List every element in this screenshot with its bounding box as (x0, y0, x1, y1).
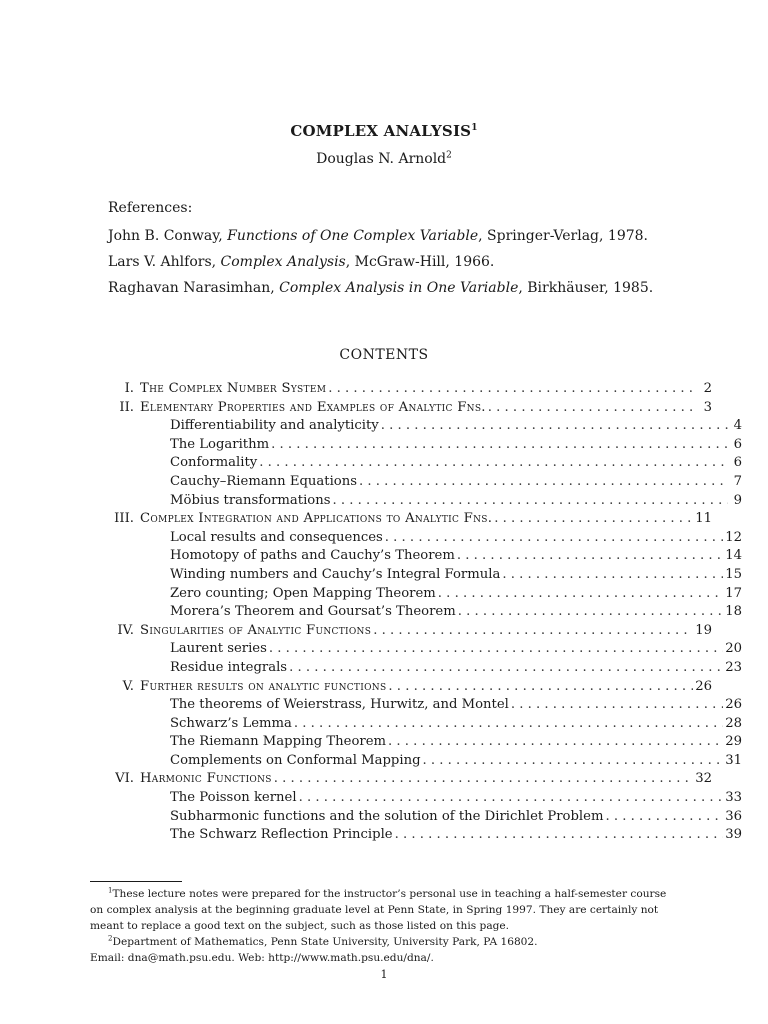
toc-leader-dots (259, 454, 728, 473)
toc-chapter-number: II. (119, 399, 134, 415)
footnote-rule (90, 881, 182, 882)
toc-section-row (108, 547, 742, 566)
reference-item: John B. Conway, Functions of One Complex Variable, Springer-Verlag, 1978. (108, 228, 648, 244)
toc-chapter-title: Harmonic Functions (140, 771, 272, 787)
toc-page-number: 7 (733, 473, 742, 489)
reference-item: Raghavan Narasimhan, Complex Analysis in One Variable, Birkhäuser, 1985. (108, 280, 654, 296)
toc-leader-dots (269, 640, 723, 659)
toc-page-number: 2 (703, 381, 712, 396)
toc-page-number: 3 (703, 399, 712, 415)
toc-leader-dots (488, 399, 698, 418)
toc-section-row (108, 603, 742, 622)
toc-section-row (108, 733, 742, 752)
toc-page-number: 19 (695, 622, 712, 638)
toc-chapter-row (108, 399, 712, 418)
toc-section-row (108, 752, 742, 771)
toc-leader-dots (385, 529, 723, 548)
toc-section-title: Conformality (170, 455, 258, 471)
toc-leader-dots (333, 492, 729, 511)
toc-page-number: 26 (695, 678, 712, 694)
toc-chapter-title: Singularities of Analytic Functions (140, 622, 372, 638)
toc-chapter-row (108, 678, 712, 697)
toc-chapter-number: IV. (117, 622, 134, 638)
footnotes (90, 886, 680, 966)
toc-section-title: Schwarz’s Lemma (170, 715, 292, 731)
toc-section-row (108, 436, 742, 455)
toc-chapter-number: I. (124, 381, 134, 396)
toc-chapter-number: V. (122, 678, 134, 694)
footnote-2-contact: Email: dna@math.psu.edu. Web: http://www.math.psu.edu/dna/. (90, 952, 434, 964)
toc-page-number: 15 (725, 566, 742, 582)
toc-page-number: 33 (725, 790, 742, 806)
toc-page-number: 6 (733, 436, 742, 452)
toc-chapter-row (108, 622, 712, 641)
toc-section-row (108, 808, 742, 827)
toc-section-title: The Riemann Mapping Theorem (170, 734, 387, 750)
toc-section-row (108, 696, 742, 715)
toc-leader-dots (494, 510, 693, 529)
toc-section-title: Cauchy–Riemann Equations (170, 473, 358, 489)
toc-chapter-title: Complex Integration and Applications to Analytic Fns. (140, 511, 493, 527)
footnote-1: $^1$These lecture notes were prepared for the instructor’s personal use in teaching a half-semester course on complex analysis at the beginning graduate level at Penn State, in Spring 1997. They are certainly not meant to replace a good text on the subject, such as those listed on this page. (90, 886, 667, 932)
toc-page-number: 18 (725, 604, 742, 620)
toc-leader-dots (289, 659, 723, 678)
toc-section-title: The Schwarz Reflection Principle (170, 827, 393, 843)
toc-page-number: 6 (733, 455, 742, 471)
toc-section-title: Local results and consequences (170, 529, 383, 545)
toc-section-title: The Logarithm (170, 436, 270, 452)
toc-section-title: Laurent series (170, 641, 267, 657)
page-number: 1 (380, 968, 388, 981)
footnote-2: $^2$Department of Mathematics, Penn State University, University Park, PA 16802. (108, 934, 538, 948)
toc-chapter-title: Elementary Properties and Examples of Analytic Fns. (140, 399, 486, 415)
toc-chapter-title: Further results on analytic functions (140, 678, 387, 694)
toc-page-number: 14 (725, 548, 742, 564)
toc-section-title: Subharmonic functions and the solution of the Dirichlet Problem (170, 808, 604, 824)
toc-chapter-row (108, 770, 712, 789)
author-footnote-mark: 2 (446, 150, 452, 161)
toc-page-number: 31 (725, 752, 742, 768)
toc-page-number: 29 (725, 734, 742, 750)
toc-section-row (108, 417, 742, 436)
toc-leader-dots (294, 715, 723, 734)
toc-leader-dots (502, 566, 723, 585)
toc-leader-dots (381, 417, 728, 436)
toc-section-title: Homotopy of paths and Cauchy’s Theorem (170, 548, 455, 564)
toc-page-number: 36 (725, 808, 742, 824)
toc-page-number: 28 (725, 715, 742, 731)
toc-leader-dots (328, 380, 698, 399)
toc-leader-dots (373, 622, 693, 641)
toc-page-number: 12 (725, 529, 742, 545)
reference-item: Lars V. Ahlfors, Complex Analysis, McGraw-Hill, 1966. (108, 254, 495, 270)
toc-leader-dots (438, 585, 723, 604)
toc-page-number: 20 (725, 641, 742, 657)
toc-section-title: Morera’s Theorem and Goursat’s Theorem (170, 604, 456, 620)
table-of-contents (108, 380, 742, 845)
toc-page-number: 17 (725, 585, 742, 601)
toc-chapter-number: III. (114, 511, 134, 527)
toc-leader-dots (388, 678, 693, 697)
document-title: COMPLEX ANALYSIS$^1$ (290, 122, 478, 140)
toc-leader-dots (511, 696, 723, 715)
toc-section-title: Differentiability and analyticity (170, 418, 379, 434)
toc-page-number: 26 (725, 697, 742, 713)
toc-chapter-number: VI. (115, 771, 134, 787)
toc-page-number: 39 (725, 827, 742, 843)
author-name: Douglas N. Arnold$^2$ (316, 150, 452, 167)
toc-leader-dots (457, 547, 723, 566)
toc-section-title: Residue integrals (170, 659, 288, 675)
toc-section-title: Möbius transformations (170, 492, 331, 508)
toc-section-row (108, 789, 742, 808)
toc-page-number: 23 (725, 659, 742, 675)
toc-section-row (108, 529, 742, 548)
toc-section-row (108, 473, 742, 492)
toc-section-title: Complements on Conformal Mapping (170, 752, 421, 768)
toc-section-row (108, 454, 742, 473)
toc-section-title: Zero counting; Open Mapping Theorem (170, 585, 436, 601)
toc-leader-dots (423, 752, 724, 771)
toc-page-number: 4 (733, 418, 742, 434)
toc-leader-dots (395, 826, 724, 845)
toc-chapter-row (108, 380, 712, 399)
toc-page-number: 11 (695, 511, 712, 527)
toc-chapter-title: The Complex Number System (140, 381, 327, 396)
toc-leader-dots (271, 436, 728, 455)
toc-chapter-row (108, 510, 712, 529)
toc-section-row (108, 492, 742, 511)
toc-section-row (108, 566, 742, 585)
toc-section-title: Winding numbers and Cauchy’s Integral Formula (170, 566, 501, 582)
toc-leader-dots (458, 603, 724, 622)
toc-page-number: 9 (733, 492, 742, 508)
toc-section-row (108, 640, 742, 659)
toc-leader-dots (388, 733, 723, 752)
toc-page-number: 32 (695, 771, 712, 787)
toc-section-row (108, 585, 742, 604)
toc-section-row (108, 659, 742, 678)
toc-leader-dots (605, 808, 723, 827)
references-heading: References: (108, 200, 193, 216)
title-footnote-mark: 1 (471, 123, 478, 133)
toc-section-row (108, 715, 742, 734)
references-section (108, 200, 653, 306)
toc-section-title: The theorems of Weierstrass, Hurwitz, and Montel (170, 697, 509, 713)
toc-leader-dots (274, 770, 693, 789)
contents-heading: CONTENTS (339, 347, 429, 363)
toc-leader-dots (359, 473, 728, 492)
toc-section-row (108, 826, 742, 845)
toc-section-title: The Poisson kernel (170, 790, 297, 806)
toc-leader-dots (299, 789, 724, 808)
